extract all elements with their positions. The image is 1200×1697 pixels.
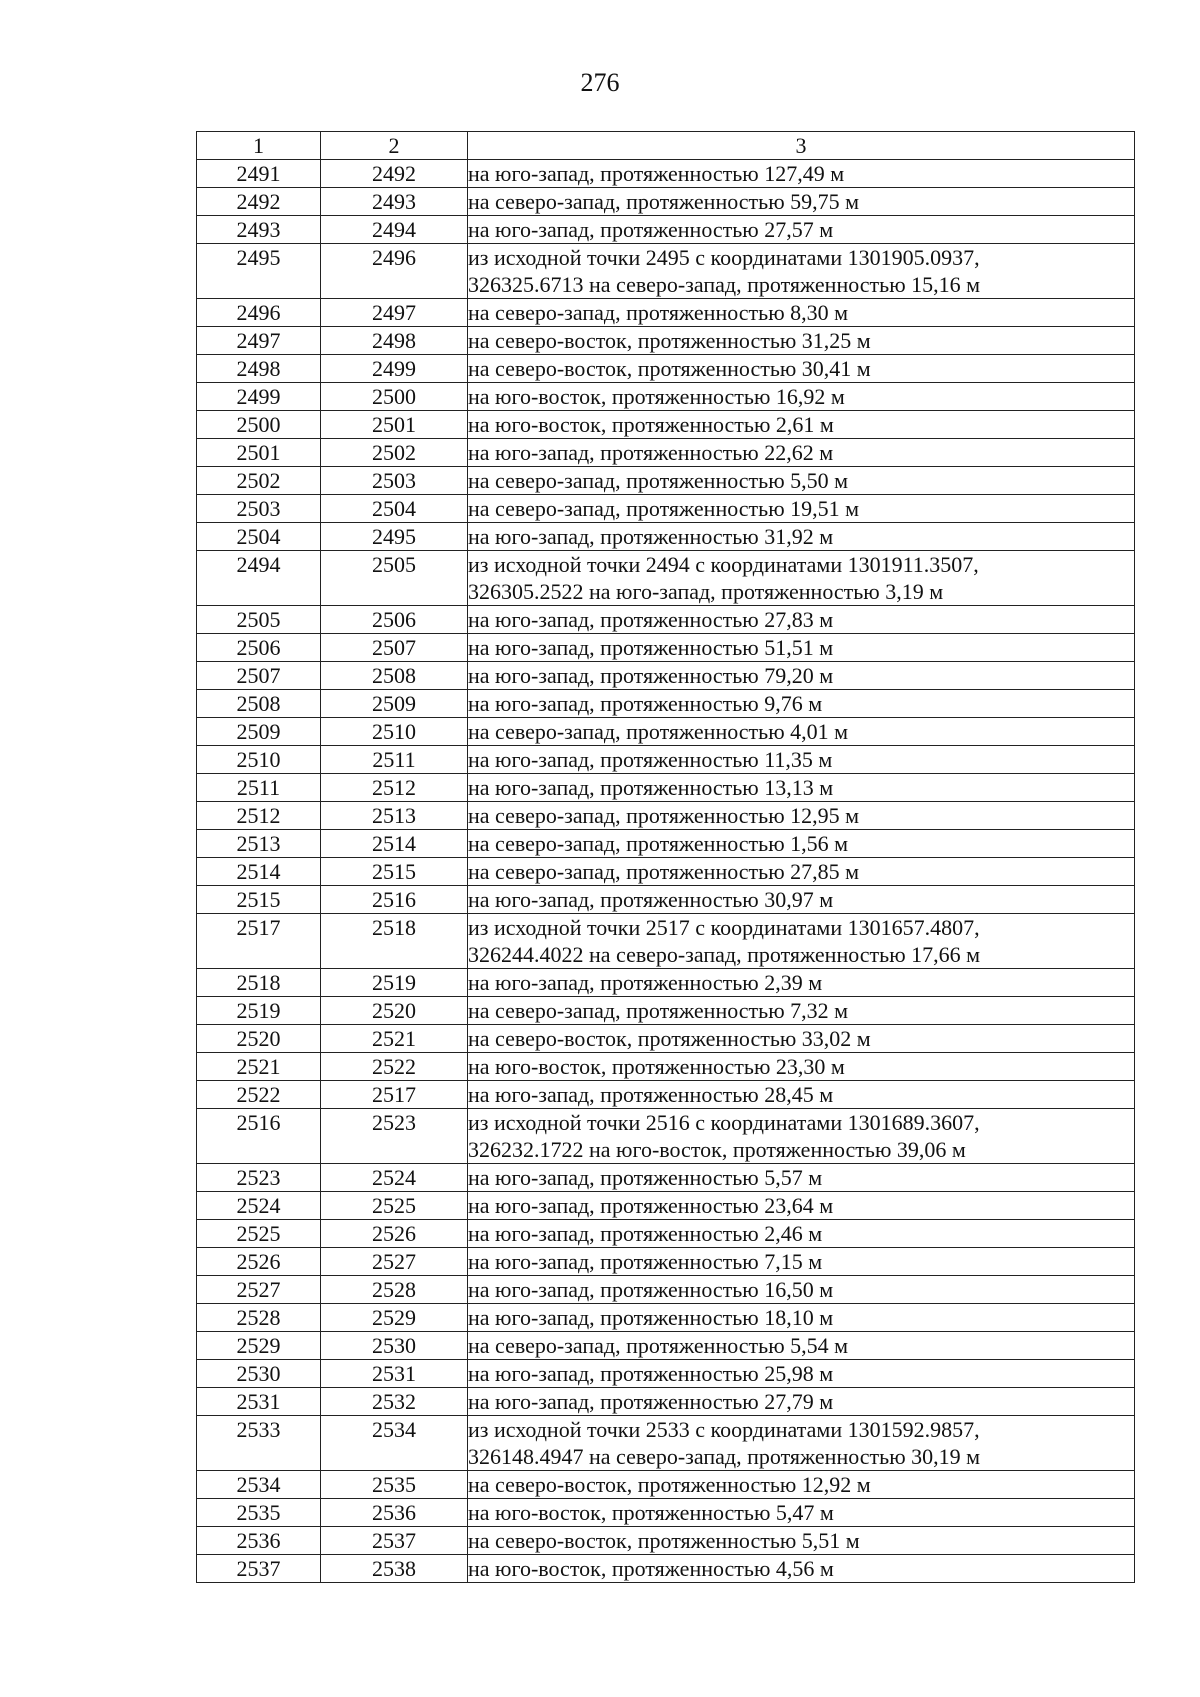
from-point-cell: 2521: [197, 1053, 321, 1081]
description-cell: на юго-запад, протяженностью 27,57 м: [468, 216, 1135, 244]
table-row: [197, 606, 1135, 634]
table-row: [197, 383, 1135, 411]
to-point-cell: 2498: [321, 327, 468, 355]
description-cell: на северо-запад, протяженностью 5,50 м: [468, 467, 1135, 495]
table-row: [197, 997, 1135, 1025]
from-point-cell: 2497: [197, 327, 321, 355]
description-cell: на юго-запад, протяженностью 51,51 м: [468, 634, 1135, 662]
to-point-cell: 2507: [321, 634, 468, 662]
to-point-cell: 2514: [321, 830, 468, 858]
description-cell: на юго-запад, протяженностью 127,49 м: [468, 160, 1135, 188]
to-point-cell: 2531: [321, 1360, 468, 1388]
from-point-cell: 2512: [197, 802, 321, 830]
header-row: [197, 132, 1135, 160]
description-cell: на северо-запад, протяженностью 7,32 м: [468, 997, 1135, 1025]
description-cell: на северо-восток, протяженностью 31,25 м: [468, 327, 1135, 355]
from-point-cell: 2518: [197, 969, 321, 997]
table-row: [197, 1360, 1135, 1388]
to-point-cell: 2506: [321, 606, 468, 634]
table-row: [197, 690, 1135, 718]
table-row: [197, 1304, 1135, 1332]
from-point-cell: 2535: [197, 1499, 321, 1527]
to-point-cell: 2530: [321, 1332, 468, 1360]
description-cell: на северо-запад, протяженностью 5,54 м: [468, 1332, 1135, 1360]
table-row: [197, 411, 1135, 439]
to-point-cell: 2517: [321, 1081, 468, 1109]
to-point-cell: 2502: [321, 439, 468, 467]
to-point-cell: 2494: [321, 216, 468, 244]
table-row: [197, 188, 1135, 216]
table-row: [197, 774, 1135, 802]
from-point-cell: 2495: [197, 244, 321, 299]
table-row: [197, 216, 1135, 244]
from-point-cell: 2513: [197, 830, 321, 858]
from-point-cell: 2522: [197, 1081, 321, 1109]
description-cell: на северо-запад, протяженностью 1,56 м: [468, 830, 1135, 858]
to-point-cell: 2511: [321, 746, 468, 774]
from-point-cell: 2502: [197, 467, 321, 495]
table-row: [197, 1248, 1135, 1276]
table-row: [197, 1109, 1135, 1164]
table-row: [197, 914, 1135, 969]
boundary-table: [196, 131, 1135, 1583]
table-row: [197, 467, 1135, 495]
table-row: [197, 1471, 1135, 1499]
to-point-cell: 2492: [321, 160, 468, 188]
from-point-cell: 2519: [197, 997, 321, 1025]
description-cell: на юго-запад, протяженностью 79,20 м: [468, 662, 1135, 690]
to-point-cell: 2528: [321, 1276, 468, 1304]
to-point-cell: 2499: [321, 355, 468, 383]
description-cell: из исходной точки 2517 с координатами 1301657.4807, 326244.4022 на северо-запад, протяженностью 17,66 м: [468, 914, 1135, 969]
to-point-cell: 2537: [321, 1527, 468, 1555]
description-cell: из исходной точки 2533 с координатами 1301592.9857, 326148.4947 на северо-запад, протяженностью 30,19 м: [468, 1416, 1135, 1471]
description-cell: на юго-запад, протяженностью 30,97 м: [468, 886, 1135, 914]
to-point-cell: 2536: [321, 1499, 468, 1527]
description-cell: из исходной точки 2516 с координатами 1301689.3607, 326232.1722 на юго-восток, протяженностью 39,06 м: [468, 1109, 1135, 1164]
description-cell: на северо-восток, протяженностью 33,02 м: [468, 1025, 1135, 1053]
table-body: [197, 160, 1135, 1583]
to-point-cell: 2501: [321, 411, 468, 439]
from-point-cell: 2516: [197, 1109, 321, 1164]
to-point-cell: 2504: [321, 495, 468, 523]
description-cell: на северо-восток, протяженностью 12,92 м: [468, 1471, 1135, 1499]
from-point-cell: 2520: [197, 1025, 321, 1053]
to-point-cell: 2524: [321, 1164, 468, 1192]
description-cell: на юго-запад, протяженностью 5,57 м: [468, 1164, 1135, 1192]
to-point-cell: 2523: [321, 1109, 468, 1164]
from-point-cell: 2536: [197, 1527, 321, 1555]
description-cell: из исходной точки 2495 с координатами 1301905.0937, 326325.6713 на северо-запад, протяженностью 15,16 м: [468, 244, 1135, 299]
to-point-cell: 2532: [321, 1388, 468, 1416]
table-row: [197, 355, 1135, 383]
table-row: [197, 299, 1135, 327]
header-col-2: 2: [321, 132, 468, 160]
from-point-cell: 2493: [197, 216, 321, 244]
description-cell: на северо-запад, протяженностью 27,85 м: [468, 858, 1135, 886]
page-number: 276: [580, 68, 620, 97]
table-row: [197, 1276, 1135, 1304]
table-row: [197, 1527, 1135, 1555]
description-cell: на юго-восток, протяженностью 23,30 м: [468, 1053, 1135, 1081]
table-row: [197, 718, 1135, 746]
description-cell: на северо-запад, протяженностью 8,30 м: [468, 299, 1135, 327]
from-point-cell: 2517: [197, 914, 321, 969]
table-row: [197, 1416, 1135, 1471]
from-point-cell: 2500: [197, 411, 321, 439]
from-point-cell: 2511: [197, 774, 321, 802]
table-row: [197, 1164, 1135, 1192]
to-point-cell: 2509: [321, 690, 468, 718]
description-cell: на юго-запад, протяженностью 27,83 м: [468, 606, 1135, 634]
description-cell: на северо-запад, протяженностью 59,75 м: [468, 188, 1135, 216]
description-cell: на юго-запад, протяженностью 2,46 м: [468, 1220, 1135, 1248]
from-point-cell: 2501: [197, 439, 321, 467]
description-cell: на северо-запад, протяженностью 19,51 м: [468, 495, 1135, 523]
to-point-cell: 2500: [321, 383, 468, 411]
table-row: [197, 802, 1135, 830]
description-cell: на северо-восток, протяженностью 5,51 м: [468, 1527, 1135, 1555]
from-point-cell: 2529: [197, 1332, 321, 1360]
description-cell: на юго-восток, протяженностью 5,47 м: [468, 1499, 1135, 1527]
description-cell: на юго-запад, протяженностью 31,92 м: [468, 523, 1135, 551]
table-row: [197, 1555, 1135, 1583]
header-col-3: 3: [468, 132, 1135, 160]
description-cell: на юго-запад, протяженностью 28,45 м: [468, 1081, 1135, 1109]
description-cell: на юго-запад, протяженностью 22,62 м: [468, 439, 1135, 467]
to-point-cell: 2508: [321, 662, 468, 690]
from-point-cell: 2506: [197, 634, 321, 662]
table-row: [197, 746, 1135, 774]
to-point-cell: 2512: [321, 774, 468, 802]
description-cell: на юго-восток, протяженностью 16,92 м: [468, 383, 1135, 411]
table-row: [197, 439, 1135, 467]
table-row: [197, 1025, 1135, 1053]
table-row: [197, 634, 1135, 662]
table-row: [197, 495, 1135, 523]
table-row: [197, 1332, 1135, 1360]
to-point-cell: 2520: [321, 997, 468, 1025]
from-point-cell: 2527: [197, 1276, 321, 1304]
table-row: [197, 1499, 1135, 1527]
to-point-cell: 2513: [321, 802, 468, 830]
to-point-cell: 2495: [321, 523, 468, 551]
description-cell: на юго-запад, протяженностью 18,10 м: [468, 1304, 1135, 1332]
to-point-cell: 2527: [321, 1248, 468, 1276]
to-point-cell: 2526: [321, 1220, 468, 1248]
description-cell: на юго-запад, протяженностью 13,13 м: [468, 774, 1135, 802]
from-point-cell: 2499: [197, 383, 321, 411]
description-cell: из исходной точки 2494 с координатами 1301911.3507, 326305.2522 на юго-запад, протяженностью 3,19 м: [468, 551, 1135, 606]
from-point-cell: 2505: [197, 606, 321, 634]
table-row: [197, 1220, 1135, 1248]
description-cell: на юго-запад, протяженностью 11,35 м: [468, 746, 1135, 774]
header-col-1: 1: [197, 132, 321, 160]
to-point-cell: 2503: [321, 467, 468, 495]
to-point-cell: 2510: [321, 718, 468, 746]
from-point-cell: 2515: [197, 886, 321, 914]
table-row: [197, 662, 1135, 690]
from-point-cell: 2503: [197, 495, 321, 523]
from-point-cell: 2491: [197, 160, 321, 188]
to-point-cell: 2535: [321, 1471, 468, 1499]
to-point-cell: 2518: [321, 914, 468, 969]
from-point-cell: 2525: [197, 1220, 321, 1248]
from-point-cell: 2528: [197, 1304, 321, 1332]
table-row: [197, 160, 1135, 188]
description-cell: на юго-восток, протяженностью 2,61 м: [468, 411, 1135, 439]
description-cell: на северо-запад, протяженностью 12,95 м: [468, 802, 1135, 830]
description-cell: на юго-запад, протяженностью 27,79 м: [468, 1388, 1135, 1416]
from-point-cell: 2504: [197, 523, 321, 551]
table-row: [197, 830, 1135, 858]
from-point-cell: 2498: [197, 355, 321, 383]
table-row: [197, 244, 1135, 299]
to-point-cell: 2521: [321, 1025, 468, 1053]
table-row: [197, 969, 1135, 997]
table-row: [197, 1192, 1135, 1220]
from-point-cell: 2530: [197, 1360, 321, 1388]
from-point-cell: 2524: [197, 1192, 321, 1220]
from-point-cell: 2510: [197, 746, 321, 774]
to-point-cell: 2505: [321, 551, 468, 606]
table-row: [197, 327, 1135, 355]
from-point-cell: 2492: [197, 188, 321, 216]
table-row: [197, 886, 1135, 914]
from-point-cell: 2531: [197, 1388, 321, 1416]
from-point-cell: 2507: [197, 662, 321, 690]
table-row: [197, 1053, 1135, 1081]
from-point-cell: 2508: [197, 690, 321, 718]
description-cell: на юго-запад, протяженностью 25,98 м: [468, 1360, 1135, 1388]
table-header: [197, 132, 1135, 160]
description-cell: на северо-запад, протяженностью 4,01 м: [468, 718, 1135, 746]
description-cell: на юго-восток, протяженностью 4,56 м: [468, 1555, 1135, 1583]
from-point-cell: 2494: [197, 551, 321, 606]
table-row: [197, 523, 1135, 551]
to-point-cell: 2525: [321, 1192, 468, 1220]
to-point-cell: 2522: [321, 1053, 468, 1081]
description-cell: на юго-запад, протяженностью 7,15 м: [468, 1248, 1135, 1276]
from-point-cell: 2533: [197, 1416, 321, 1471]
from-point-cell: 2534: [197, 1471, 321, 1499]
description-cell: на юго-запад, протяженностью 9,76 м: [468, 690, 1135, 718]
from-point-cell: 2523: [197, 1164, 321, 1192]
to-point-cell: 2515: [321, 858, 468, 886]
from-point-cell: 2496: [197, 299, 321, 327]
from-point-cell: 2526: [197, 1248, 321, 1276]
to-point-cell: 2534: [321, 1416, 468, 1471]
table-row: [197, 551, 1135, 606]
to-point-cell: 2516: [321, 886, 468, 914]
to-point-cell: 2529: [321, 1304, 468, 1332]
to-point-cell: 2497: [321, 299, 468, 327]
description-cell: на юго-запад, протяженностью 16,50 м: [468, 1276, 1135, 1304]
description-cell: на юго-запад, протяженностью 23,64 м: [468, 1192, 1135, 1220]
description-cell: на юго-запад, протяженностью 2,39 м: [468, 969, 1135, 997]
from-point-cell: 2537: [197, 1555, 321, 1583]
from-point-cell: 2514: [197, 858, 321, 886]
to-point-cell: 2519: [321, 969, 468, 997]
description-cell: на северо-восток, протяженностью 30,41 м: [468, 355, 1135, 383]
from-point-cell: 2509: [197, 718, 321, 746]
to-point-cell: 2493: [321, 188, 468, 216]
to-point-cell: 2538: [321, 1555, 468, 1583]
to-point-cell: 2496: [321, 244, 468, 299]
table-row: [197, 858, 1135, 886]
table-row: [197, 1081, 1135, 1109]
table-row: [197, 1388, 1135, 1416]
